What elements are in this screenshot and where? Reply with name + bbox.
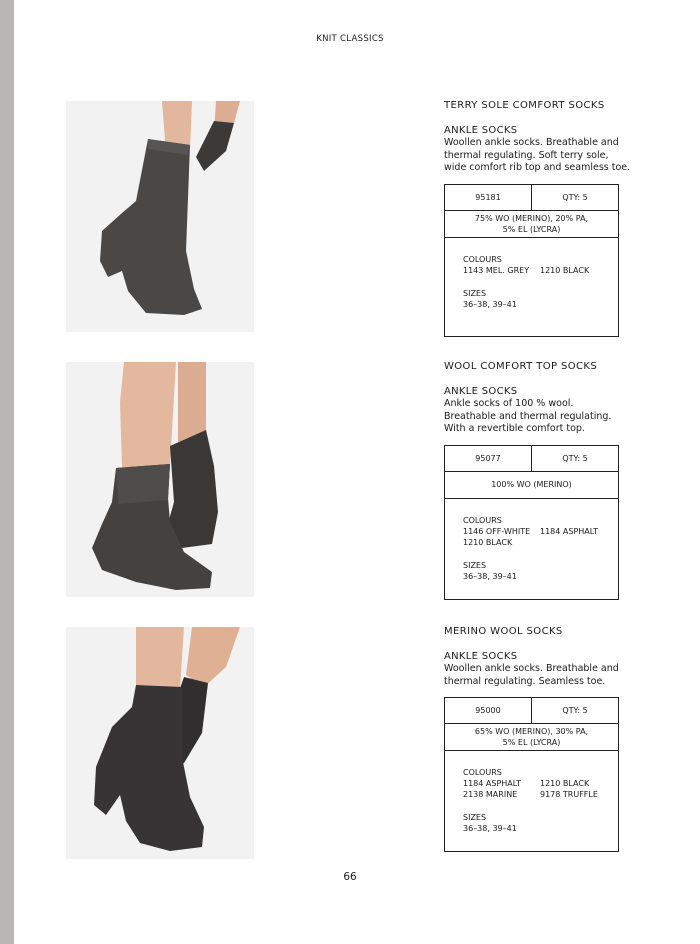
product-info-1	[444, 99, 631, 337]
description-line: With a revertible comfort top.	[444, 423, 585, 434]
colour-item: 1210 BLACK	[540, 265, 590, 275]
article-number: 95077	[445, 446, 532, 471]
page-edge-strip	[0, 0, 14, 944]
material-line: 75% WO (MERINO), 20% PA,	[474, 213, 589, 223]
sizes-value: 36–38, 39–41	[463, 571, 517, 581]
material-line: 5% EL (LYCRA)	[502, 224, 561, 234]
product-description	[444, 663, 620, 688]
description-line: Breathable and thermal regulating.	[444, 410, 612, 422]
quantity: QTY: 5	[562, 192, 588, 202]
spec-table	[444, 697, 619, 852]
material-composition	[445, 211, 618, 238]
colour-item: 1184 ASPHALT	[540, 526, 599, 536]
sizes-label: SIZES	[463, 560, 487, 570]
article-number: 95181	[445, 185, 532, 210]
product-info-3	[444, 625, 620, 852]
spec-header-row	[445, 698, 618, 724]
description-line: thermal regulating. Seamless toe.	[444, 675, 606, 687]
sizes-value: 36–38, 39–41	[463, 824, 517, 833]
sizes-label: SIZES	[463, 813, 487, 822]
product-photo-terry-sole-socks	[66, 101, 254, 332]
colour-item: 2138 MARINE	[463, 790, 518, 799]
colours-label: COLOURS	[463, 254, 502, 264]
product-description	[444, 398, 620, 436]
product-type: ANKLE SOCKS	[444, 386, 518, 397]
page-header: KNIT CLASSICS	[316, 34, 384, 44]
product-photo-merino-wool-socks	[66, 627, 254, 859]
article-number: 95000	[445, 698, 532, 723]
description-line: wide comfort rib top and seamless toe.	[444, 162, 631, 173]
quantity: QTY: 5	[562, 706, 588, 715]
spec-header-row	[445, 446, 618, 472]
product-type: ANKLE SOCKS	[444, 651, 518, 662]
colour-item: 1184 ASPHALT	[463, 779, 522, 788]
spec-details	[445, 499, 618, 582]
product-title: TERRY SOLE COMFORT SOCKS	[444, 100, 605, 111]
product-title: WOOL COMFORT TOP SOCKS	[444, 361, 598, 372]
material-line: 100% WO (MERINO)	[491, 480, 572, 489]
colours-label: COLOURS	[463, 515, 502, 525]
quantity: QTY: 5	[562, 453, 588, 463]
spec-header-row	[445, 185, 618, 211]
colour-item: 1143 MEL. GREY	[463, 265, 530, 275]
description-line: thermal regulating. Soft terry sole,	[444, 149, 609, 161]
material-composition	[445, 472, 618, 499]
description-line: Woollen ankle socks. Breathable and	[444, 663, 619, 674]
product-info-2	[444, 360, 620, 600]
product-photo-wool-comfort-top-socks	[66, 362, 254, 597]
description-line: Ankle socks of 100 % wool.	[444, 398, 574, 409]
material-composition	[445, 724, 618, 751]
product-description	[444, 137, 631, 175]
colours-list	[463, 265, 618, 276]
product-type: ANKLE SOCKS	[444, 125, 518, 136]
sizes-value: 36–38, 39–41	[463, 299, 517, 309]
spec-table	[444, 445, 619, 600]
description-line: Woollen ankle socks. Breathable and	[444, 137, 619, 148]
page-number: 66	[343, 871, 357, 883]
colours-label: COLOURS	[463, 768, 502, 777]
colour-item: 1210 BLACK	[540, 779, 590, 788]
spec-details	[445, 751, 618, 834]
product-title: MERINO WOOL SOCKS	[444, 626, 563, 637]
spec-table	[444, 184, 619, 337]
colours-list	[463, 778, 618, 800]
colour-item: 9178 TRUFFLE	[540, 790, 598, 799]
material-line: 65% WO (MERINO), 30% PA,	[474, 727, 589, 736]
colour-item: 1210 BLACK	[463, 537, 513, 547]
colour-item: 1146 OFF-WHITE	[463, 526, 531, 536]
spec-details	[445, 238, 618, 310]
material-line: 5% EL (LYCRA)	[502, 738, 561, 747]
sizes-label: SIZES	[463, 288, 487, 298]
colours-list	[463, 526, 618, 548]
